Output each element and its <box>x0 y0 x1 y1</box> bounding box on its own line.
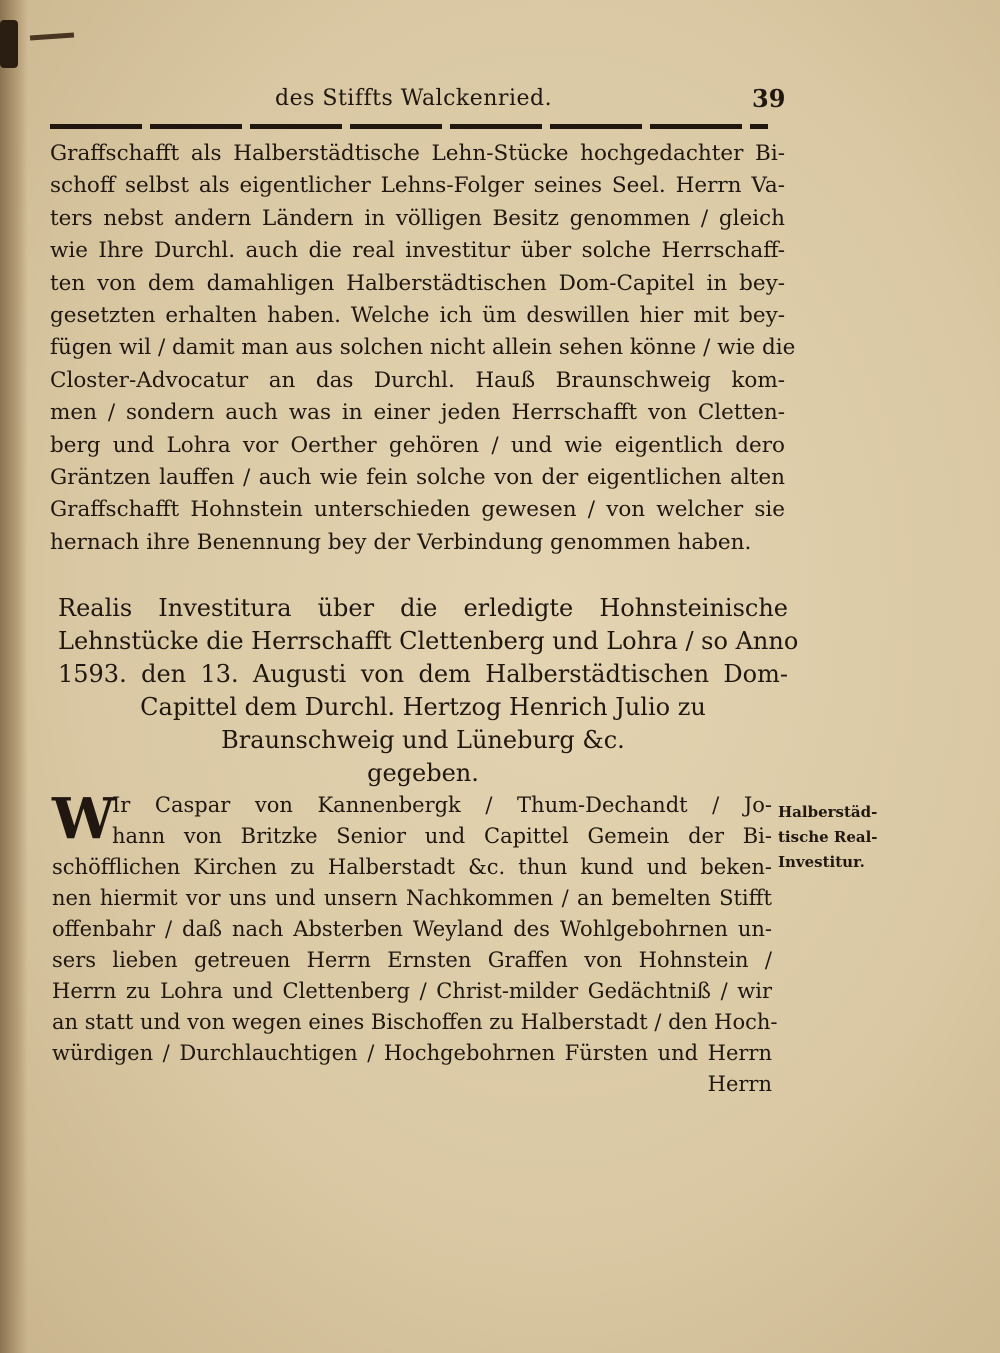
paragraph-line: berg und Lohra vor Oerther gehören / und wie eigentlich dero <box>50 432 785 458</box>
paragraph-line: fügen wil / damit man aus solchen nicht allein sehen könne / wie die <box>50 335 796 361</box>
heading-line: Capittel dem Durchl. Hertzog Henrich Julio zu <box>140 693 706 721</box>
ink-blot <box>0 20 18 68</box>
paragraph-line: men / sondern auch was in einer jeden Herrschafft von Cletten- <box>50 400 785 426</box>
document-line: schöfflichen Kirchen zu Halberstadt &c. thun kund und beken- <box>52 855 772 879</box>
heading-line: Braunschweig und Lüneburg &c. <box>221 726 625 754</box>
paragraph <box>50 138 796 559</box>
document-line: nen hiermit vor uns und unsern Nachkommen / an bemelten Stifft <box>52 886 772 910</box>
margin-note-line: Investitur. <box>778 853 865 871</box>
paragraph-line: ten von dem damahligen Halberstädtischen Dom-Capitel in bey- <box>50 270 785 296</box>
paragraph-line: Graffschafft Hohnstein unterschieden gewesen / von welcher sie <box>50 497 785 523</box>
paragraph-line: Graffschafft als Halberstädtische Lehn-Stücke hochgedachter Bi- <box>50 141 785 166</box>
drop-initial: W <box>52 786 115 852</box>
header-rule <box>50 124 768 129</box>
margin-note-line: Halberstäd- <box>778 803 878 821</box>
paragraph-line: ters nebst andern Ländern in völligen Besitz genommen / gleich <box>50 205 785 231</box>
document-line: an statt und von wegen eines Bischoffen zu Halberstadt / den Hoch- <box>52 1010 778 1034</box>
margin-note <box>778 800 893 875</box>
heading-line: Realis Investitura über die erledigte Hohnsteinische <box>58 594 788 622</box>
document-line: Herrn zu Lohra und Clettenberg / Christ-milder Gedächtniß / wir <box>52 979 772 1003</box>
paragraph-line: gesetzten erhalten haben. Welche ich üm deswillen hier mit bey- <box>50 302 785 328</box>
paragraph-line: Closter-Advocatur an das Durchl. Hauß Braunschweig kom- <box>50 367 785 393</box>
heading-line: gegeben. <box>367 759 479 787</box>
running-title: des Stiffts Walckenried. <box>275 86 553 111</box>
paragraph-line: hernach ihre Benennung bey der Verbindung genommen haben. <box>50 529 752 555</box>
heading-line: 1593. den 13. Augusti von dem Halberstädtischen Dom- <box>58 660 788 688</box>
document-line: sers lieben getreuen Herrn Ernsten Graffen von Hohnstein / <box>52 948 772 972</box>
margin-note-line: tische Real- <box>778 828 878 846</box>
document-text <box>52 786 778 1100</box>
heading-line: Lehnstücke die Herrschafft Clettenberg und Lohra / so Anno <box>58 627 799 655</box>
document-line: Ir Caspar von Kannenbergk / Thum-Dechandt / Jo- <box>112 793 772 817</box>
document-line: offenbahr / daß nach Absterben Weyland des Wohlgebohrnen un- <box>52 917 772 941</box>
paragraph-line: Gräntzen lauffen / auch wie fein solche von der eigentlichen alten <box>50 464 785 490</box>
document-line: würdigen / Durchlauchtigen / Hochgebohrnen Fürsten und Herrn <box>52 1041 772 1065</box>
page-number: 39 <box>752 84 786 113</box>
catchword: Herrn <box>707 1072 772 1096</box>
paragraph-line: schoff selbst als eigentlicher Lehns-Folger seines Seel. Herrn Va- <box>50 173 785 199</box>
paragraph-line: wie Ihre Durchl. auch die real investitur über solche Herrschaff- <box>50 238 785 264</box>
section-heading <box>58 592 799 790</box>
ink-mark <box>30 32 74 40</box>
page-edge-shadow <box>0 0 28 1353</box>
document-line: hann von Britzke Senior und Capittel Gemein der Bi- <box>112 824 772 848</box>
